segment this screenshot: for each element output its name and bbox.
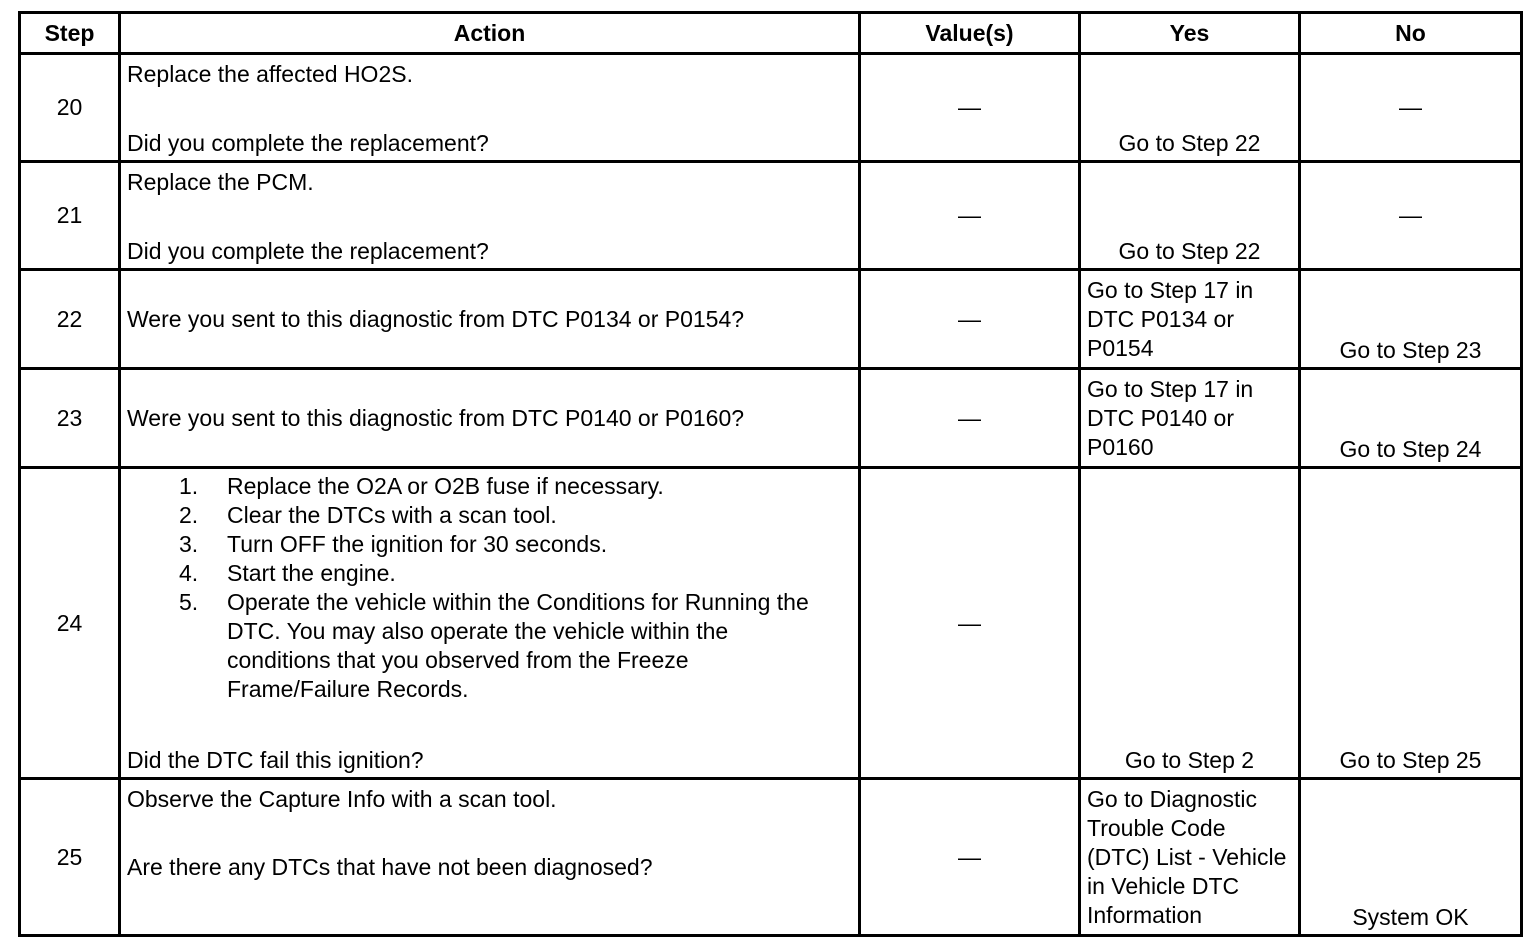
yes-result: Go to Step 2: [1124, 746, 1255, 773]
no-cell: [1300, 270, 1522, 369]
step-number: 20: [20, 54, 120, 162]
action-instruction: Replace the PCM.: [127, 168, 314, 195]
table-row: [20, 162, 1522, 270]
list-item: 3. Turn OFF the ignition for 30 seconds.: [179, 530, 608, 557]
header-action: Action: [120, 13, 860, 54]
yes-cell: [1080, 369, 1300, 468]
no-result: Go to Step 25: [1339, 746, 1482, 773]
diagnostic-table: [18, 11, 1523, 937]
action-cell: [120, 54, 860, 162]
table-row: [20, 270, 1522, 369]
action-question: Were you sent to this diagnostic from DTC P0140 or P0160?: [120, 369, 860, 468]
action-question: Were you sent to this diagnostic from DTC P0134 or P0154?: [120, 270, 860, 369]
yes-cell: [1080, 468, 1300, 779]
action-question: Did the DTC fail this ignition?: [127, 746, 424, 773]
action-question: Did you complete the replacement?: [127, 129, 489, 156]
yes-cell: [1080, 270, 1300, 369]
action-cell: [120, 468, 860, 779]
header-values: Value(s): [860, 13, 1080, 54]
step-number: 23: [20, 369, 120, 468]
list-item: 5. Operate the vehicle within the Conditions for Running the DTC. You may also operate the vehicle within the conditions that you observed from the Freeze Frame/Failure Records.: [179, 588, 809, 702]
yes-result: Go to Step 17 in DTC P0140 or P0160: [1087, 375, 1254, 460]
step-number: 24: [20, 468, 120, 779]
yes-result: Go to Step 22: [1118, 129, 1261, 156]
yes-cell: [1080, 162, 1300, 270]
no-cell: —: [1300, 54, 1522, 162]
header-no: No: [1300, 13, 1522, 54]
action-cell: [120, 162, 860, 270]
action-instruction: Observe the Capture Info with a scan tool.: [127, 785, 557, 812]
action-instruction: Replace the affected HO2S.: [127, 60, 413, 87]
no-result: Go to Step 23: [1339, 336, 1482, 363]
no-result: Go to Step 24: [1339, 435, 1482, 462]
value-cell: —: [860, 369, 1080, 468]
list-item: 4. Start the engine.: [179, 559, 396, 586]
header-yes: Yes: [1080, 13, 1300, 54]
step-number: 21: [20, 162, 120, 270]
yes-result: Go to Step 17 in DTC P0134 or P0154: [1087, 276, 1254, 361]
list-item: 1. Replace the O2A or O2B fuse if necessary.: [179, 472, 664, 499]
yes-cell: [1080, 779, 1300, 936]
yes-result: Go to Step 22: [1118, 237, 1261, 264]
header-step: Step: [20, 13, 120, 54]
list-item: 2. Clear the DTCs with a scan tool.: [179, 501, 557, 528]
no-cell: [1300, 779, 1522, 936]
value-cell: —: [860, 54, 1080, 162]
no-cell: —: [1300, 162, 1522, 270]
no-cell: [1300, 468, 1522, 779]
no-result: System OK: [1352, 903, 1469, 930]
action-cell: [120, 779, 860, 936]
value-cell: —: [860, 779, 1080, 936]
action-question: Are there any DTCs that have not been diagnosed?: [127, 853, 653, 880]
action-question: Did you complete the replacement?: [127, 237, 489, 264]
header-row: [20, 13, 1522, 54]
substep-list: [127, 472, 852, 704]
table-row: [20, 468, 1522, 779]
step-number: 22: [20, 270, 120, 369]
no-cell: [1300, 369, 1522, 468]
value-cell: —: [860, 162, 1080, 270]
table-row: [20, 54, 1522, 162]
table-row: [20, 779, 1522, 936]
step-number: 25: [20, 779, 120, 936]
yes-cell: [1080, 54, 1300, 162]
yes-result: Go to Diagnostic Trouble Code (DTC) List - Vehicle in Vehicle DTC Information: [1087, 785, 1287, 928]
table-row: [20, 369, 1522, 468]
value-cell: —: [860, 270, 1080, 369]
value-cell: —: [860, 468, 1080, 779]
